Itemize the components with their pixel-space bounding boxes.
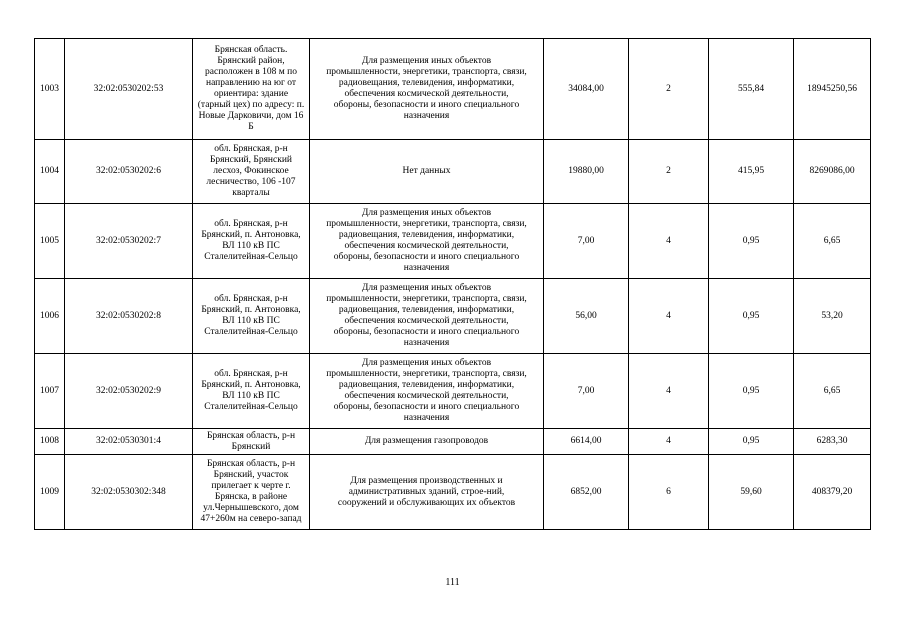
area-cell: 7,00	[544, 204, 629, 279]
row-number: 1007	[35, 354, 65, 429]
area-cell: 34084,00	[544, 39, 629, 140]
cadastral-number: 32:02:0530302:348	[65, 455, 193, 530]
row-number: 1003	[35, 39, 65, 140]
address-cell: обл. Брянская, р-н Брянский, п. Антоновка, ВЛ 110 кВ ПС Сталелитейная-Сельцо	[193, 279, 310, 354]
rate-cell: 0,95	[709, 354, 794, 429]
group-cell: 4	[629, 279, 709, 354]
row-number: 1008	[35, 429, 65, 455]
group-cell: 4	[629, 429, 709, 455]
rate-cell: 0,95	[709, 429, 794, 455]
rate-cell: 59,60	[709, 455, 794, 530]
area-cell: 56,00	[544, 279, 629, 354]
table-row	[35, 204, 871, 279]
address-cell: обл. Брянская, р-н Брянский, п. Антоновка, ВЛ 110 кВ ПС Сталелитейная-Сельцо	[193, 204, 310, 279]
value-cell: 8269086,00	[794, 140, 871, 204]
rate-cell: 0,95	[709, 204, 794, 279]
row-number: 1004	[35, 140, 65, 204]
value-cell: 6,65	[794, 204, 871, 279]
rate-cell: 555,84	[709, 39, 794, 140]
row-number: 1006	[35, 279, 65, 354]
group-cell: 2	[629, 140, 709, 204]
permitted-use-cell: Для размещения иных объектов промышленности, энергетики, транспорта, связи, радиовещания, телевидения, информатики, обеспечения космической деятельности, обороны, безопасности и иного специального назначения	[310, 39, 544, 140]
permitted-use-cell: Для размещения иных объектов промышленности, энергетики, транспорта, связи, радиовещания, телевидения, информатики, обеспечения космической деятельности, обороны, безопасности и иного специального назначения	[310, 279, 544, 354]
value-cell: 408379,20	[794, 455, 871, 530]
table-row	[35, 429, 871, 455]
value-cell: 53,20	[794, 279, 871, 354]
table-row	[35, 140, 871, 204]
group-cell: 2	[629, 39, 709, 140]
address-cell: Брянская область, р-н Брянский, участок прилегает к черте г. Брянска, в районе ул.Чернышевского, дом 47+260м на северо-запад	[193, 455, 310, 530]
permitted-use-cell: Для размещения иных объектов промышленности, энергетики, транспорта, связи, радиовещания, телевидения, информатики, обеспечения космической деятельности, обороны, безопасности и иного специального назначения	[310, 204, 544, 279]
area-cell: 19880,00	[544, 140, 629, 204]
value-cell: 6283,30	[794, 429, 871, 455]
cadastral-number: 32:02:0530202:6	[65, 140, 193, 204]
rate-cell: 0,95	[709, 279, 794, 354]
cadastral-number: 32:02:0530202:7	[65, 204, 193, 279]
address-cell: обл. Брянская, р-н Брянский, Брянский лесхоз, Фокинское лесничество, 106 -107 кварталы	[193, 140, 310, 204]
cadastral-number: 32:02:0530202:9	[65, 354, 193, 429]
table-row	[35, 39, 871, 140]
area-cell: 7,00	[544, 354, 629, 429]
page-number: 111	[445, 577, 460, 588]
row-number: 1009	[35, 455, 65, 530]
value-cell: 18945250,56	[794, 39, 871, 140]
cadastral-number: 32:02:0530301:4	[65, 429, 193, 455]
permitted-use-cell: Для размещения производственных и административных зданий, строе-ний, сооружений и обслуживающих их объектов	[310, 455, 544, 530]
permitted-use-cell: Нет данных	[310, 140, 544, 204]
table-row	[35, 279, 871, 354]
value-cell: 6,65	[794, 354, 871, 429]
permitted-use-cell: Для размещения иных объектов промышленности, энергетики, транспорта, связи, радиовещания, телевидения, информатики, обеспечения космической деятельности, обороны, безопасности и иного специального назначения	[310, 354, 544, 429]
area-cell: 6614,00	[544, 429, 629, 455]
cadastral-number: 32:02:0530202:53	[65, 39, 193, 140]
row-number: 1005	[35, 204, 65, 279]
group-cell: 6	[629, 455, 709, 530]
group-cell: 4	[629, 204, 709, 279]
address-cell: Брянская область, р-н Брянский	[193, 429, 310, 455]
area-cell: 6852,00	[544, 455, 629, 530]
table-row	[35, 354, 871, 429]
group-cell: 4	[629, 354, 709, 429]
address-cell: Брянская область. Брянский район, расположен в 108 м по направлению на юг от ориентира: здание (тарный цех) по адресу: п. Новые Дарковичи, дом 16 Б	[193, 39, 310, 140]
address-cell: обл. Брянская, р-н Брянский, п. Антоновка, ВЛ 110 кВ ПС Сталелитейная-Сельцо	[193, 354, 310, 429]
permitted-use-cell: Для размещения газопроводов	[310, 429, 544, 455]
rate-cell: 415,95	[709, 140, 794, 204]
cadastral-number: 32:02:0530202:8	[65, 279, 193, 354]
cadastral-table	[34, 38, 871, 530]
table-row	[35, 455, 871, 530]
